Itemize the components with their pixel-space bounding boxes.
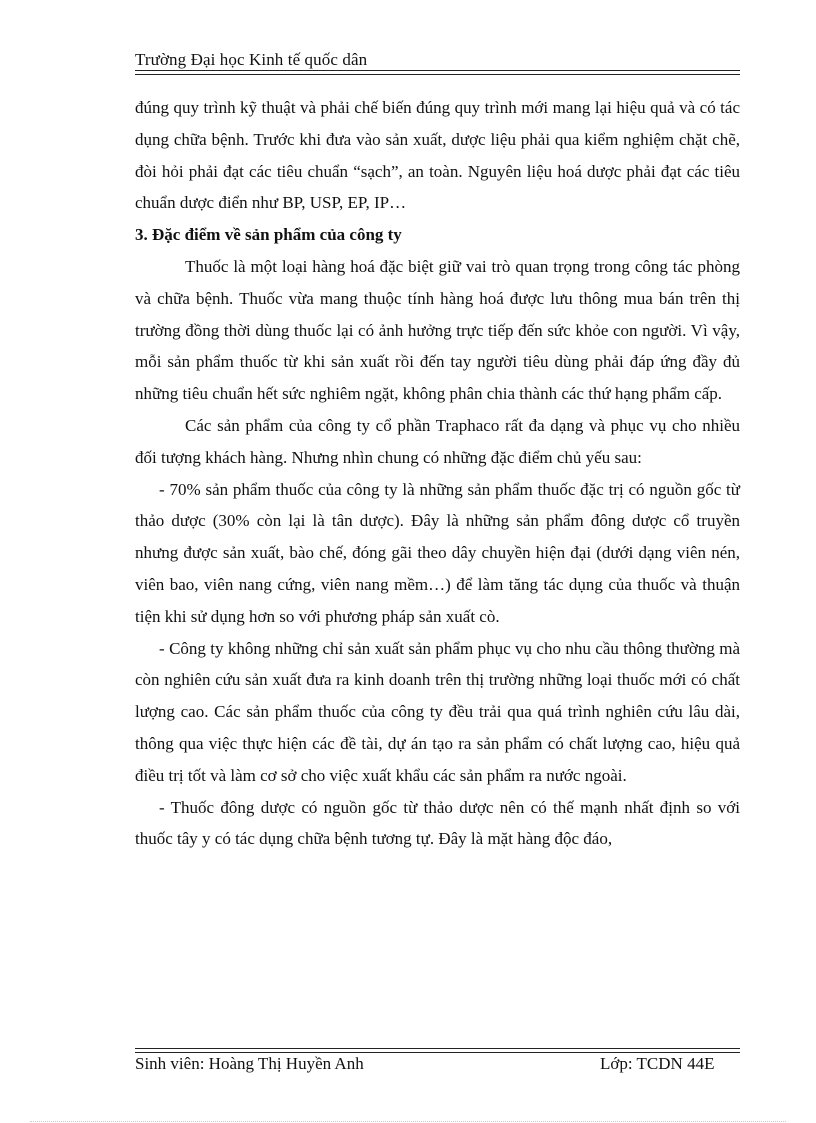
list-item-oriental-medicine: - Thuốc đông dược có nguồn gốc từ thảo dược nên có thế mạnh nhất định so với thuốc tây y có tác dụng chữa bệnh tương tự. Đây là mặt hàng độc đáo, [135,797,740,849]
footer-rule [135,1048,740,1053]
header-rule [135,70,740,75]
paragraph-drugs-overview: Thuốc là một loại hàng hoá đặc biệt giữ vai trò quan trọng trong công tác phòng và chữa bệnh. Thuốc vừa mang thuộc tính hàng hoá được lưu thông mua bán trên thị trường đồng thời dùng thuốc lại có ảnh hưởng trực tiếp đến sức khỏe con người. Vì vậy, mỗi sản phẩm thuốc từ khi sản xuất rồi đến tay người tiêu dùng phải đáp ứng đầy đủ những tiêu chuẩn hết sức nghiêm ngặt, không phân chia thành các thứ hạng phẩm cấp. [135,256,740,404]
list-item-herbal: - 70% sản phẩm thuốc của công ty là những sản phẩm thuốc đặc trị có nguồn gốc từ thảo dược (30% còn lại là tân dược). Đây là những sản phẩm đông dược cổ truyền nhưng được sản xuất, bào chế, đóng gãi theo dây chuyền hiện đại (dưới dạng viên nén, viên bao, viên nang cứng, viên nang mềm…) để làm tăng tác dụng của thuốc và thuận tiện khi sử dụng hơn so với phương pháp sản xuất cò. [135,479,740,626]
section-heading: 3. Đặc điểm về sản phẩm của công ty [135,225,402,245]
list-item-research: - Công ty không những chỉ sản xuất sản phẩm phục vụ cho nhu cầu thông thường mà còn nghiên cứu sản xuất đưa ra kinh doanh trên thị trường những loại thuốc mới có chất lượng cao. Các sản phẩm thuốc của công ty đều trải qua quá trình nghiên cứu lâu dài, thông qua việc thực hiện các đề tài, dự án tạo ra sản phẩm có chất lượng cao, hiệu quả điều trị tốt và làm cơ sở cho việc xuất khẩu các sản phẩm ra nước ngoài. [135,638,740,785]
page-bottom-edge [30,1121,786,1122]
page-body [135,92,740,855]
footer-student-name: Sinh viên: Hoàng Thị Huyền Anh [135,1054,364,1073]
paragraph-products-intro: Các sản phẩm của công ty cổ phần Traphaco rất đa dạng và phục vụ cho nhiều đối tượng khách hàng. Nhưng nhìn chung có những đặc điểm chủ yếu sau: [135,415,740,467]
footer-class: Lớp: TCDN 44E [600,1054,715,1073]
page-header-title: Trường Đại học Kinh tế quốc dân [135,50,368,69]
paragraph-continuation: đúng quy trình kỹ thuật và phải chế biến đúng quy trình mới mang lại hiệu quả và có tác dụng chữa bệnh. Trước khi đưa vào sản xuất, dược liệu phải qua kiểm nghiệm chặt chẽ, đòi hỏi phải đạt các tiêu chuẩn “sạch”, an toàn. Nguyên liệu hoá dược phải đạt các tiêu chuẩn dược điển như BP, USP, EP, IP… [135,98,740,213]
